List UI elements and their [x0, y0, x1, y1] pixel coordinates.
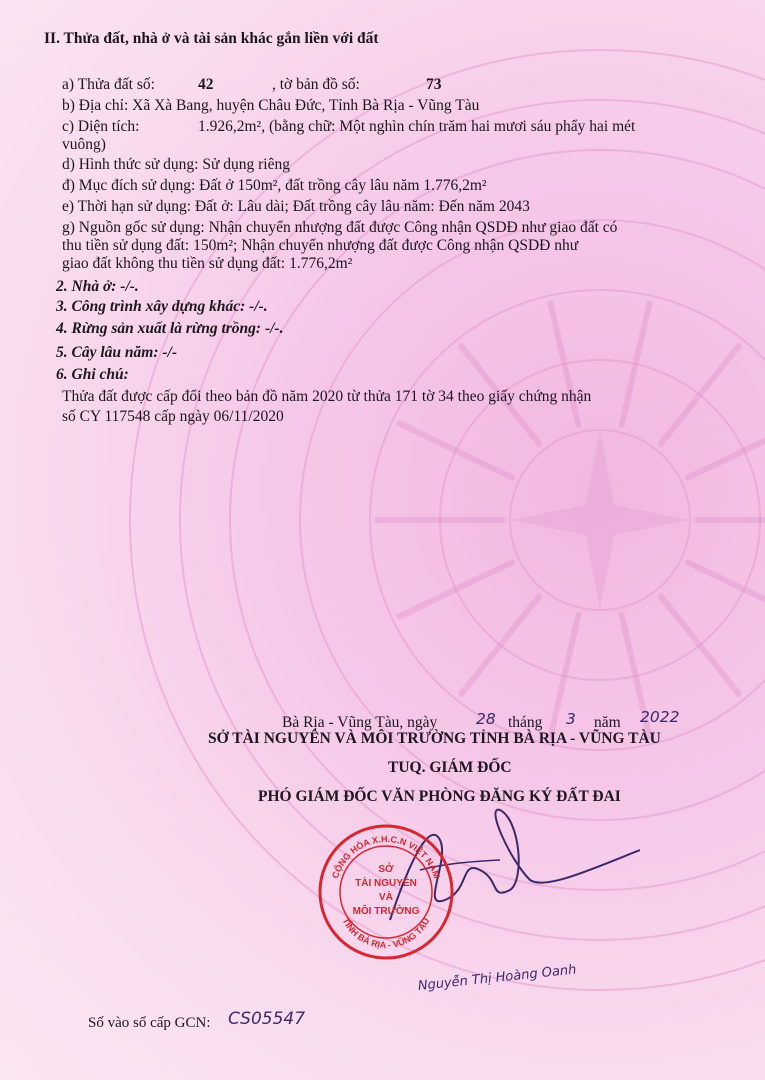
emblem-ray — [397, 422, 514, 478]
map-sheet-label: , tờ bản đồ số: — [272, 76, 360, 93]
stamp-bottom-text: TỈNH BÀ RỊA - VŨNG TÀU — [340, 916, 432, 951]
svg-text:TỈNH BÀ RỊA - VŨNG TÀU — [341, 916, 432, 950]
use-form: d) Hình thức sử dụng: Sử dụng riêng — [62, 156, 290, 173]
use-purpose: đ) Mục đích sử dụng: Đất ở 150m², đất trồng cây lâu năm 1.776,2m² — [62, 177, 487, 194]
date-year: 2022 — [640, 708, 680, 726]
official-red-stamp — [316, 822, 456, 962]
signer-name: Nguyễn Thị Hoàng Oanh — [417, 962, 578, 994]
use-origin-line-3: giao đất không thu tiền sử dụng đất: 1.776,2m² — [62, 255, 353, 272]
area-value-cont: vuông) — [62, 136, 106, 153]
use-origin-line-2: thu tiền sử dụng đất: 150m²; Nhận chuyển nhượng đất được Công nhận QSDĐ như — [62, 237, 579, 254]
emblem-ray — [460, 594, 541, 696]
year-label: năm — [594, 714, 621, 731]
parcel-number: 42 — [198, 76, 214, 93]
emblem-ray — [659, 594, 740, 696]
address-line: b) Địa chỉ: Xã Xà Bang, huyện Châu Đức, Tỉnh Bà Rịa - Vũng Tàu — [62, 97, 480, 114]
date-month: 3 — [566, 710, 576, 728]
stamp-ring-text: CỘNG HÒA X.H.C.N VIỆT NAM — [330, 833, 442, 880]
tuq-title: TUQ. GIÁM ĐỐC — [388, 759, 512, 776]
emblem-ray — [621, 301, 650, 428]
note-title: 6. Ghi chú: — [56, 366, 129, 383]
use-term: e) Thời hạn sử dụng: Đất ở: Lâu dài; Đất trồng cây lâu năm: Đến năm 2043 — [62, 198, 530, 215]
area-value: 1.926,2m², (bằng chữ: Một nghìn chín trăm hai mươi sáu phẩy hai mét — [198, 118, 636, 135]
house-item: 2. Nhà ở: -/-. — [56, 278, 139, 295]
month-label: tháng — [508, 714, 543, 731]
perennial-item: 5. Cây lâu năm: -/- — [56, 344, 177, 361]
note-line-1: Thửa đất được cấp đổi theo bản đồ năm 2020 từ thửa 171 tờ 34 theo giấy chứng nhận — [62, 388, 592, 405]
stamp-center-2: TÀI NGUYÊN — [355, 878, 417, 889]
note-line-2: số CY 117548 cấp ngày 06/11/2020 — [62, 408, 284, 425]
place-date-prefix: Bà Rịa - Vũng Tàu, ngày — [282, 714, 438, 731]
stamp-center-3: VÀ — [379, 892, 393, 903]
parcel-number-label: a) Thửa đất số: — [62, 76, 155, 93]
department-name: SỞ TÀI NGUYÊN VÀ MÔI TRƯỜNG TỈNH BÀ RỊA - VŨNG TÀU — [208, 730, 661, 747]
use-origin-line-1: g) Nguồn gốc sử dụng: Nhận chuyển nhượng đất được Công nhận QSDĐ như giao đất có — [62, 219, 618, 236]
area-label: c) Diện tích: — [62, 118, 140, 135]
gcn-label: Số vào sổ cấp GCN: — [88, 1015, 211, 1031]
emblem-ray — [397, 561, 514, 617]
date-day: 28 — [476, 710, 496, 728]
map-sheet-number: 73 — [426, 76, 442, 93]
emblem-ray — [550, 301, 579, 428]
gcn-number: CS05547 — [228, 1009, 306, 1029]
construction-item: 3. Công trình xây dựng khác: -/-. — [56, 298, 268, 315]
emblem-ray — [659, 344, 740, 446]
section-title: II. Thửa đất, nhà ở và tài sản khác gắn liền với đất — [44, 30, 379, 47]
deputy-title: PHÓ GIÁM ĐỐC VĂN PHÒNG ĐĂNG KÝ ĐẤT ĐAI — [258, 788, 621, 805]
stamp-center-4: MÔI TRƯỜNG — [352, 906, 420, 917]
stamp-center-1: SỞ — [378, 864, 394, 875]
forest-item: 4. Rừng sản xuất là rừng trồng: -/-. — [56, 320, 284, 337]
